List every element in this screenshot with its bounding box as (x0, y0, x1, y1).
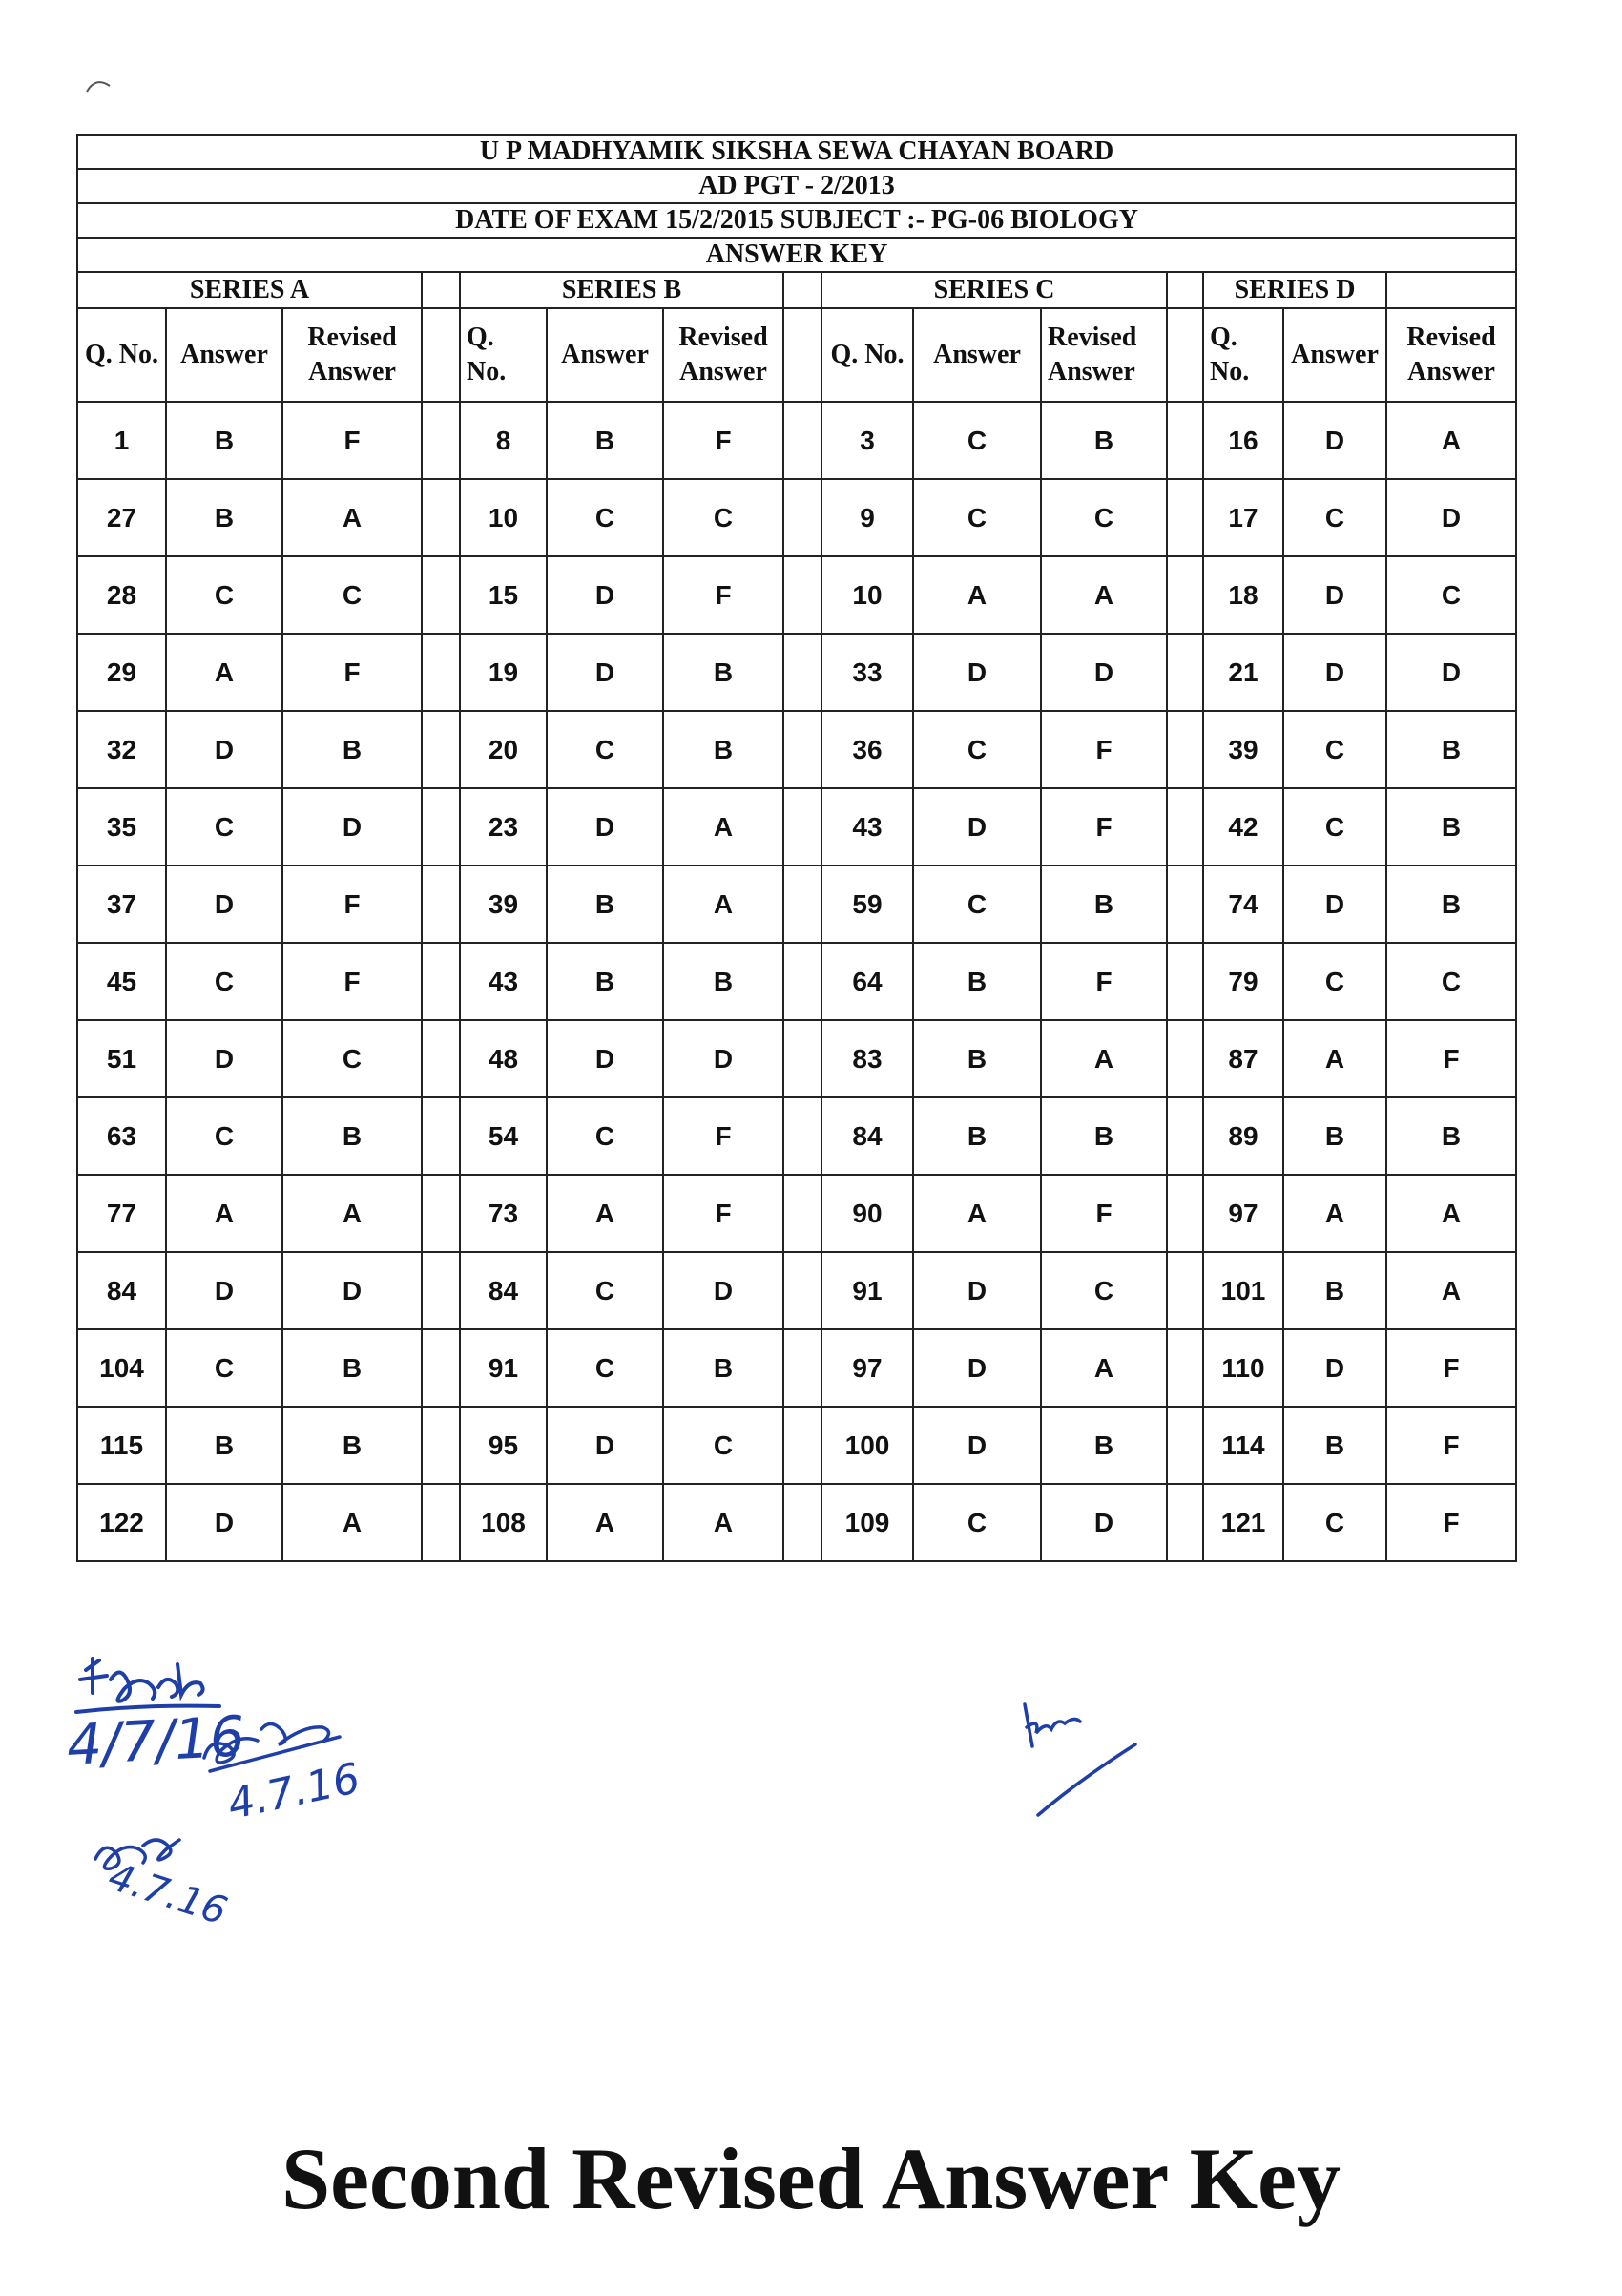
series-d-answer: D (1283, 556, 1386, 634)
col-qno-d: Q. No. (1203, 308, 1283, 402)
series-b-qno: 54 (460, 1097, 547, 1175)
series-d-qno: 97 (1203, 1175, 1283, 1252)
column-gap (1167, 788, 1203, 866)
column-gap (1167, 943, 1203, 1020)
series-d-revised: B (1386, 866, 1516, 943)
series-c-answer: D (913, 1407, 1041, 1484)
series-b-revised: B (663, 1329, 783, 1407)
series-a-answer: D (166, 711, 282, 788)
series-b-qno: 43 (460, 943, 547, 1020)
series-b-qno: 108 (460, 1484, 547, 1561)
series-a-answer: C (166, 943, 282, 1020)
series-b-answer: B (547, 402, 663, 479)
series-c-answer: C (913, 1484, 1041, 1561)
series-a-answer: C (166, 788, 282, 866)
series-c-revised: F (1041, 1175, 1167, 1252)
column-gap (1167, 1020, 1203, 1097)
column-gap (1167, 866, 1203, 943)
series-c-revised: C (1041, 1252, 1167, 1329)
signature-1-date: 4/7/16 (65, 1703, 247, 1778)
column-gap (783, 272, 821, 308)
sheet-title: ANSWER KEY (77, 238, 1516, 272)
column-gap (783, 634, 821, 711)
series-c-answer: D (913, 1252, 1041, 1329)
series-a-answer: B (166, 479, 282, 556)
series-d-answer: C (1283, 479, 1386, 556)
table-row (77, 1329, 1516, 1407)
series-d-answer: B (1283, 1097, 1386, 1175)
table-row (77, 1252, 1516, 1329)
exam-code: AD PGT - 2/2013 (77, 169, 1516, 203)
series-b-answer: C (547, 1252, 663, 1329)
series-d-qno: 16 (1203, 402, 1283, 479)
series-b-answer: D (547, 788, 663, 866)
col-answer-d: Answer (1283, 308, 1386, 402)
series-d-answer: C (1283, 1484, 1386, 1561)
series-a-revised: C (282, 1020, 422, 1097)
series-d-revised: F (1386, 1407, 1516, 1484)
column-gap (1167, 1484, 1203, 1561)
series-d-answer: D (1283, 402, 1386, 479)
series-b-answer: C (547, 1329, 663, 1407)
column-gap (1167, 711, 1203, 788)
series-a-qno: 51 (77, 1020, 166, 1097)
series-b-qno: 91 (460, 1329, 547, 1407)
series-c-answer: A (913, 556, 1041, 634)
series-d-qno: 18 (1203, 556, 1283, 634)
series-d-answer: B (1283, 1407, 1386, 1484)
column-gap (783, 402, 821, 479)
column-gap (422, 943, 460, 1020)
series-a-revised: A (282, 1175, 422, 1252)
series-d-revised: D (1386, 634, 1516, 711)
series-c-answer: A (913, 1175, 1041, 1252)
signature-3-date: 4.7.16 (103, 1854, 233, 1934)
series-d-blank (1386, 272, 1516, 308)
series-a-qno: 32 (77, 711, 166, 788)
series-c-answer: D (913, 634, 1041, 711)
series-a-revised: B (282, 1097, 422, 1175)
series-c-qno: 97 (821, 1329, 913, 1407)
series-d-revised: F (1386, 1484, 1516, 1561)
table-row (77, 1484, 1516, 1561)
series-d-qno: 89 (1203, 1097, 1283, 1175)
series-b-answer: C (547, 479, 663, 556)
series-a-qno: 63 (77, 1097, 166, 1175)
column-gap (783, 788, 821, 866)
table-row (77, 1407, 1516, 1484)
col-qno-a: Q. No. (77, 308, 166, 402)
column-gap (783, 1020, 821, 1097)
series-b-qno: 19 (460, 634, 547, 711)
column-gap (1167, 1175, 1203, 1252)
column-gap (422, 556, 460, 634)
series-d-answer: C (1283, 788, 1386, 866)
series-b-revised: F (663, 402, 783, 479)
col-revised-d: Revised Answer (1386, 308, 1516, 402)
series-a-answer: A (166, 1175, 282, 1252)
series-d-title: SERIES D (1203, 272, 1386, 308)
series-c-qno: 84 (821, 1097, 913, 1175)
series-d-qno: 74 (1203, 866, 1283, 943)
series-c-qno: 43 (821, 788, 913, 866)
table-row (77, 1097, 1516, 1175)
series-b-revised: B (663, 711, 783, 788)
series-b-revised: C (663, 1407, 783, 1484)
column-gap (1167, 308, 1203, 402)
series-c-answer: B (913, 1097, 1041, 1175)
series-a-revised: B (282, 1329, 422, 1407)
series-c-qno: 100 (821, 1407, 913, 1484)
series-a-qno: 84 (77, 1252, 166, 1329)
series-d-qno: 39 (1203, 711, 1283, 788)
column-gap (1167, 402, 1203, 479)
series-b-revised: A (663, 1484, 783, 1561)
series-c-qno: 109 (821, 1484, 913, 1561)
series-c-qno: 10 (821, 556, 913, 634)
series-a-revised: C (282, 556, 422, 634)
series-a-qno: 104 (77, 1329, 166, 1407)
board-name: U P MADHYAMIK SIKSHA SEWA CHAYAN BOARD (77, 135, 1516, 169)
series-b-answer: C (547, 1097, 663, 1175)
series-d-revised: A (1386, 402, 1516, 479)
series-d-qno: 114 (1203, 1407, 1283, 1484)
series-a-qno: 45 (77, 943, 166, 1020)
col-revised-a: Revised Answer (282, 308, 422, 402)
series-d-answer: B (1283, 1252, 1386, 1329)
column-gap (422, 1020, 460, 1097)
signature-2-date: 4.7.16 (223, 1754, 364, 1829)
series-d-answer: A (1283, 1175, 1386, 1252)
column-gap (783, 866, 821, 943)
series-d-qno: 87 (1203, 1020, 1283, 1097)
series-d-revised: A (1386, 1175, 1516, 1252)
table-row (77, 943, 1516, 1020)
series-c-revised: A (1041, 556, 1167, 634)
column-gap (422, 1484, 460, 1561)
series-c-revised: B (1041, 866, 1167, 943)
column-gap (1167, 556, 1203, 634)
series-d-qno: 17 (1203, 479, 1283, 556)
series-b-qno: 15 (460, 556, 547, 634)
series-d-revised: B (1386, 788, 1516, 866)
table-row (77, 1020, 1516, 1097)
column-gap (422, 1175, 460, 1252)
series-d-revised: B (1386, 711, 1516, 788)
series-d-revised: D (1386, 479, 1516, 556)
col-qno-b: Q. No. (460, 308, 547, 402)
series-d-qno: 110 (1203, 1329, 1283, 1407)
signature-4-icon (1011, 1689, 1145, 1823)
series-b-qno: 10 (460, 479, 547, 556)
column-gap (422, 308, 460, 402)
table-row (77, 556, 1516, 634)
column-gap (422, 1329, 460, 1407)
series-b-qno: 48 (460, 1020, 547, 1097)
series-b-qno: 39 (460, 866, 547, 943)
column-gap (783, 1407, 821, 1484)
series-b-revised: B (663, 634, 783, 711)
series-b-revised: D (663, 1252, 783, 1329)
series-a-revised: B (282, 711, 422, 788)
column-gap (1167, 1252, 1203, 1329)
series-c-qno: 36 (821, 711, 913, 788)
series-b-answer: C (547, 711, 663, 788)
series-a-revised: D (282, 788, 422, 866)
series-c-revised: B (1041, 1097, 1167, 1175)
corner-mark-icon (84, 73, 113, 97)
series-d-answer: D (1283, 866, 1386, 943)
series-c-revised: B (1041, 402, 1167, 479)
series-a-answer: D (166, 1484, 282, 1561)
exam-details: DATE OF EXAM 15/2/2015 SUBJECT :- PG-06 BIOLOGY (77, 203, 1516, 238)
table-row (77, 711, 1516, 788)
series-d-answer: C (1283, 711, 1386, 788)
series-b-revised: A (663, 866, 783, 943)
series-b-qno: 8 (460, 402, 547, 479)
series-a-answer: B (166, 402, 282, 479)
series-b-answer: B (547, 943, 663, 1020)
col-answer-b: Answer (547, 308, 663, 402)
col-revised-b: Revised Answer (663, 308, 783, 402)
col-qno-c: Q. No. (821, 308, 913, 402)
series-c-answer: B (913, 1020, 1041, 1097)
series-a-qno: 27 (77, 479, 166, 556)
series-b-revised: F (663, 556, 783, 634)
series-c-qno: 59 (821, 866, 913, 943)
series-c-answer: C (913, 402, 1041, 479)
series-c-revised: A (1041, 1329, 1167, 1407)
series-b-revised: D (663, 1020, 783, 1097)
column-gap (783, 1252, 821, 1329)
series-a-revised: A (282, 1484, 422, 1561)
series-c-revised: F (1041, 711, 1167, 788)
series-b-revised: F (663, 1097, 783, 1175)
table-row (77, 788, 1516, 866)
series-d-revised: F (1386, 1020, 1516, 1097)
series-a-revised: F (282, 634, 422, 711)
answer-key-table (76, 134, 1517, 1562)
series-c-qno: 64 (821, 943, 913, 1020)
column-gap (783, 1329, 821, 1407)
series-a-answer: C (166, 1097, 282, 1175)
series-b-answer: B (547, 866, 663, 943)
series-b-answer: D (547, 634, 663, 711)
series-b-title: SERIES B (460, 272, 783, 308)
series-a-title: SERIES A (77, 272, 422, 308)
series-b-revised: B (663, 943, 783, 1020)
column-gap (783, 479, 821, 556)
series-c-qno: 83 (821, 1020, 913, 1097)
column-gap (783, 556, 821, 634)
series-c-title: SERIES C (821, 272, 1167, 308)
series-c-revised: F (1041, 788, 1167, 866)
series-c-answer: C (913, 866, 1041, 943)
series-b-answer: D (547, 1020, 663, 1097)
series-a-qno: 115 (77, 1407, 166, 1484)
col-revised-c: Revised Answer (1041, 308, 1167, 402)
series-d-answer: A (1283, 1020, 1386, 1097)
series-b-qno: 23 (460, 788, 547, 866)
series-d-revised: A (1386, 1252, 1516, 1329)
series-b-qno: 84 (460, 1252, 547, 1329)
series-c-revised: B (1041, 1407, 1167, 1484)
series-a-revised: D (282, 1252, 422, 1329)
series-c-qno: 90 (821, 1175, 913, 1252)
series-a-qno: 29 (77, 634, 166, 711)
column-gap (783, 943, 821, 1020)
table-row (77, 634, 1516, 711)
series-c-qno: 33 (821, 634, 913, 711)
series-d-qno: 121 (1203, 1484, 1283, 1561)
series-b-revised: C (663, 479, 783, 556)
series-a-answer: C (166, 1329, 282, 1407)
footer-title: Second Revised Answer Key (281, 2130, 1341, 2227)
series-c-revised: F (1041, 943, 1167, 1020)
column-gap (783, 1484, 821, 1561)
series-a-answer: D (166, 866, 282, 943)
column-gap (422, 634, 460, 711)
series-b-qno: 95 (460, 1407, 547, 1484)
series-b-answer: D (547, 1407, 663, 1484)
series-a-answer: D (166, 1252, 282, 1329)
column-gap (1167, 634, 1203, 711)
column-gap (783, 711, 821, 788)
series-c-answer: B (913, 943, 1041, 1020)
series-a-revised: F (282, 943, 422, 1020)
series-a-revised: A (282, 479, 422, 556)
column-gap (422, 1097, 460, 1175)
series-c-answer: C (913, 479, 1041, 556)
column-gap (422, 711, 460, 788)
column-gap (422, 1407, 460, 1484)
series-c-answer: C (913, 711, 1041, 788)
series-d-revised: C (1386, 556, 1516, 634)
column-gap (422, 866, 460, 943)
series-a-qno: 77 (77, 1175, 166, 1252)
series-d-revised: F (1386, 1329, 1516, 1407)
column-gap (1167, 1329, 1203, 1407)
series-a-qno: 1 (77, 402, 166, 479)
table-row (77, 402, 1516, 479)
table-row (77, 479, 1516, 556)
col-answer-a: Answer (166, 308, 282, 402)
series-d-revised: C (1386, 943, 1516, 1020)
series-a-qno: 28 (77, 556, 166, 634)
series-a-qno: 35 (77, 788, 166, 866)
series-b-revised: F (663, 1175, 783, 1252)
series-a-revised: F (282, 402, 422, 479)
series-b-answer: D (547, 556, 663, 634)
series-b-answer: A (547, 1484, 663, 1561)
column-gap (783, 1097, 821, 1175)
series-c-answer: D (913, 1329, 1041, 1407)
series-c-revised: A (1041, 1020, 1167, 1097)
series-d-answer: D (1283, 1329, 1386, 1407)
table-row (77, 866, 1516, 943)
column-gap (422, 788, 460, 866)
series-a-answer: A (166, 634, 282, 711)
series-c-qno: 9 (821, 479, 913, 556)
series-c-qno: 91 (821, 1252, 913, 1329)
column-gap (783, 1175, 821, 1252)
column-gap (1167, 1407, 1203, 1484)
series-d-qno: 101 (1203, 1252, 1283, 1329)
series-a-qno: 122 (77, 1484, 166, 1561)
column-gap (1167, 479, 1203, 556)
series-c-revised: C (1041, 479, 1167, 556)
series-a-revised: F (282, 866, 422, 943)
column-gap (422, 479, 460, 556)
column-gap (422, 272, 460, 308)
series-b-qno: 73 (460, 1175, 547, 1252)
series-c-revised: D (1041, 634, 1167, 711)
series-d-revised: B (1386, 1097, 1516, 1175)
table-row (77, 1175, 1516, 1252)
series-a-revised: B (282, 1407, 422, 1484)
series-a-qno: 37 (77, 866, 166, 943)
column-gap (422, 402, 460, 479)
column-gap (1167, 1097, 1203, 1175)
series-a-answer: B (166, 1407, 282, 1484)
series-b-revised: A (663, 788, 783, 866)
col-answer-c: Answer (913, 308, 1041, 402)
series-a-answer: C (166, 556, 282, 634)
series-d-qno: 21 (1203, 634, 1283, 711)
series-c-answer: D (913, 788, 1041, 866)
series-c-revised: D (1041, 1484, 1167, 1561)
series-d-qno: 79 (1203, 943, 1283, 1020)
column-gap (1167, 272, 1203, 308)
series-d-qno: 42 (1203, 788, 1283, 866)
series-b-answer: A (547, 1175, 663, 1252)
column-gap (783, 308, 821, 402)
series-b-qno: 20 (460, 711, 547, 788)
series-a-answer: D (166, 1020, 282, 1097)
series-c-qno: 3 (821, 402, 913, 479)
column-gap (422, 1252, 460, 1329)
series-d-answer: D (1283, 634, 1386, 711)
series-d-answer: C (1283, 943, 1386, 1020)
